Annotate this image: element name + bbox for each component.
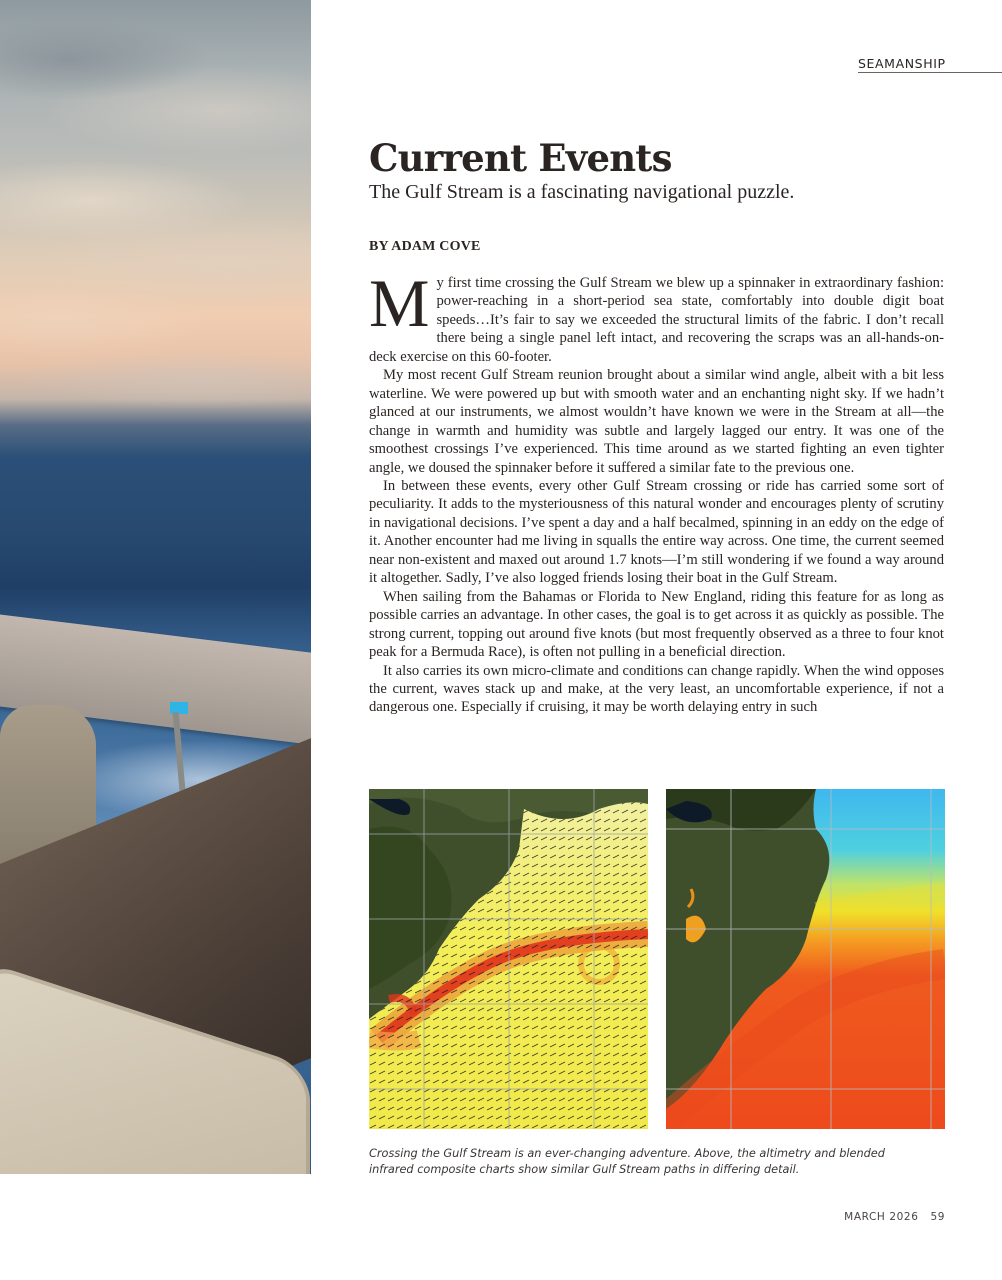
paragraph-5: It also carries its own micro-climate and conditions can change rapidly. When the wind opposes the current, waves stack up and make, at the very least, an uncomfortable experience, if not a dangerous one. Especially if cruising, it may be worth delaying entry in such xyxy=(369,662,944,716)
cover-photo-sailboat xyxy=(0,0,311,1174)
paragraph-4: When sailing from the Bahamas or Florida to New England, riding this feature for as long as possible carries an advantage. In other cases, the goal is to get across it as quickly as possible. The strong current, topping out around five knots (but most frequently observed as a three to four knot peak for a Bermuda Race), is often not pulling in a beneficial direction. xyxy=(369,588,944,661)
photo-sky xyxy=(0,0,311,420)
section-label: SEAMANSHIP xyxy=(858,56,1002,73)
byline: BY ADAM COVE xyxy=(369,239,481,254)
article-subtitle: The Gulf Stream is a fascinating navigational puzzle. xyxy=(369,181,795,203)
article-title: Current Events xyxy=(369,136,672,180)
altimetry-map-graphic xyxy=(369,789,648,1129)
figure-caption: Crossing the Gulf Stream is an ever-changing adventure. Above, the altimetry and blended infrared composite charts show similar Gulf Stream paths in differing detail. xyxy=(369,1147,885,1176)
paragraph-1-text: y first time crossing the Gulf Stream we blew up a spinnaker in extraordinary fashion: power-reaching in a short-period sea state, comfortably into double digit boat speeds…It’s fair to say we exceeded the structural limits of the fabric. I don’t recall there being a single panel left intact, and recovering the scraps was an all-hands-on-deck exercise on this 60-footer. xyxy=(369,275,944,365)
article-body xyxy=(369,265,944,717)
paragraph-2: My most recent Gulf Stream reunion brought about a similar wind angle, albeit with a bit less waterline. We were powered up but with smooth water and an enchanting night sky. If we hadn’t glanced at our instruments, we almost wouldn’t have known we were in the Stream at all—the change in warmth and humidity was subtle and largely lagged our entry. It was one of the smoothest crossings I’ve experienced. This time around as we started fighting an even tighter angle, we doused the spinnaker before it suffered a similar fate to the previous one. xyxy=(369,367,944,476)
drop-cap: M xyxy=(369,265,430,341)
altimetry-map xyxy=(369,789,648,1129)
issue-date: MARCH 2026 xyxy=(844,1211,919,1223)
paragraph-3: In between these events, every other Gulf Stream crossing or ride has carried some sort of peculiarity. It adds to the mysteriousness of this natural wonder and encourages plenty of scrutiny in navigational decisions. I’ve spent a day and a half becalmed, spinning in an eddy on the edge of it. Another encounter had me living in squalls the entire way across. One time, the current seemed near non-existent and maxed out around 1.7 knots—I’m still wondering if we found a way around it altogether. Sadly, I’ve also logged friends losing their boat in the Gulf Stream. xyxy=(369,477,944,587)
page-footer xyxy=(844,1211,945,1223)
page-number: 59 xyxy=(930,1211,945,1223)
infrared-composite-map xyxy=(666,789,945,1129)
infrared-composite-map-graphic xyxy=(666,789,945,1129)
paragraph-1 xyxy=(369,265,944,366)
